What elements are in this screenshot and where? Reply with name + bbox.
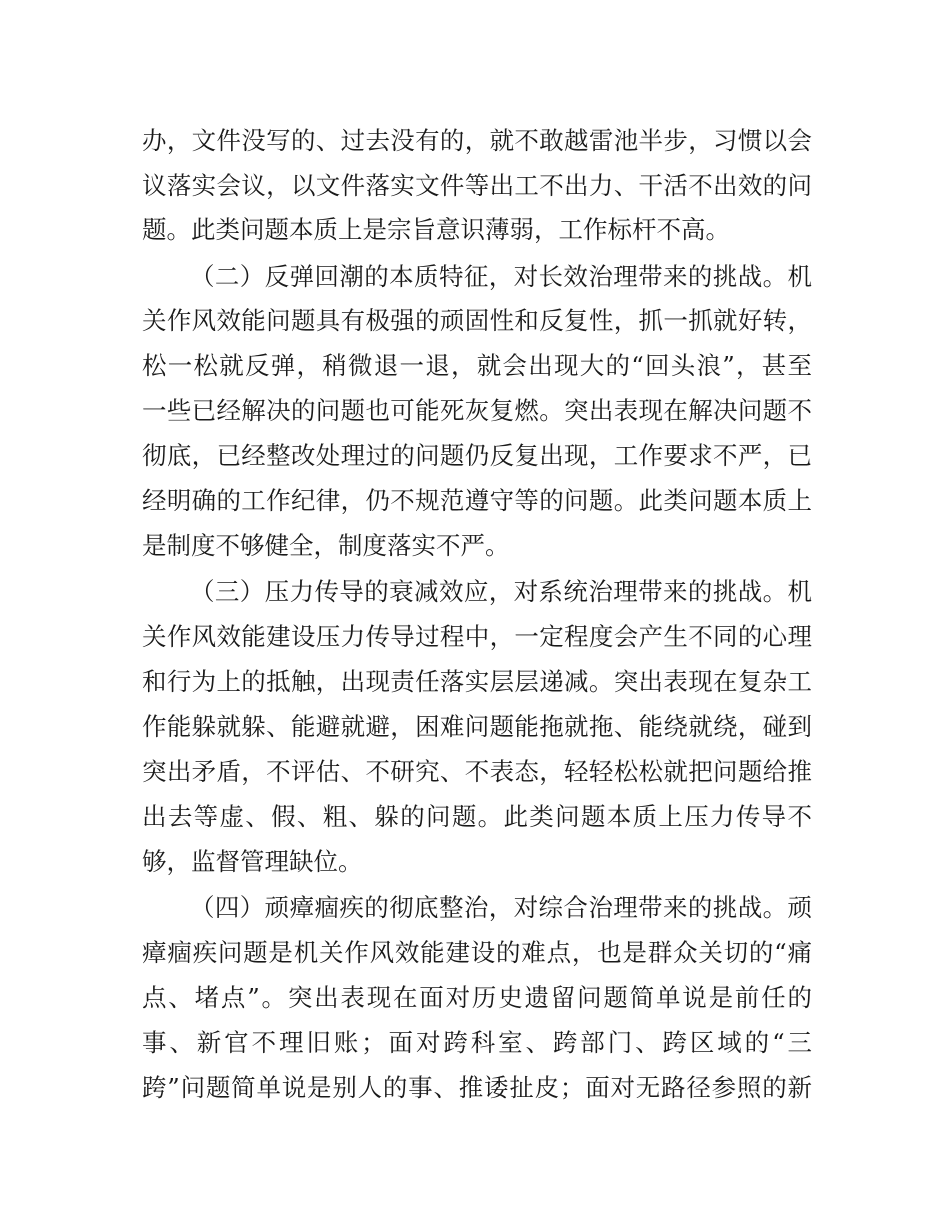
paragraph-2-line-4: 一些已经解决的问题也可能死灰复燃。突出表现在解决问题不 <box>142 396 812 425</box>
paragraph-2-line-7: 是制度不够健全，制度落实不严。 <box>142 531 510 560</box>
paragraph-3-heading-line: （三）压力传导的衰减效应，对系统治理带来的挑战。机 <box>190 577 812 606</box>
paragraph-3-line-3: 和行为上的抵触，出现责任落实层层递减。突出表现在复杂工 <box>142 667 812 696</box>
paragraph-2-line-5: 彻底，已经整改处理过的问题仍反复出现，工作要求不严，已 <box>142 441 812 470</box>
paragraph-2-line-6: 经明确的工作纪律，仍不规范遵守等的问题。此类问题本质上 <box>142 486 812 515</box>
paragraph-3-line-4: 作能躲就躲、能避就避，困难问题能拖就拖、能绕就绕，碰到 <box>142 712 812 741</box>
paragraph-3-line-5: 突出矛盾，不评估、不研究、不表态，轻轻松松就把问题给推 <box>142 757 812 786</box>
paragraph-1-line-2: 议落实会议，以文件落实文件等出工不出力、干活不出效的问 <box>142 171 812 200</box>
paragraph-3-line-2: 关作风效能建设压力传导过程中，一定程度会产生不同的心理 <box>142 622 812 651</box>
paragraph-2-line-3: 松一松就反弹，稍微退一退，就会出现大的“回头浪”，甚至 <box>142 351 812 380</box>
paragraph-2-heading-line: （二）反弹回潮的本质特征，对长效治理带来的挑战。机 <box>190 262 812 291</box>
paragraph-1-line-1: 办，文件没写的、过去没有的，就不敢越雷池半步，习惯以会 <box>142 126 812 155</box>
paragraph-4-line-3: 点、堵点”。突出表现在面对历史遗留问题简单说是前任的 <box>142 983 812 1012</box>
paragraph-4-line-2: 瘴痼疾问题是机关作风效能建设的难点，也是群众关切的“痛 <box>142 938 812 967</box>
paragraph-2-line-2: 关作风效能问题具有极强的顽固性和反复性，抓一抓就好转， <box>142 306 812 335</box>
paragraph-4-heading-line: （四）顽瘴痼疾的彻底整治，对综合治理带来的挑战。顽 <box>190 893 812 922</box>
paragraph-1-line-3: 题。此类问题本质上是宗旨意识薄弱，工作标杆不高。 <box>142 215 730 244</box>
paragraph-3-line-7: 够，监督管理缺位。 <box>142 847 363 876</box>
paragraph-4-line-5: 跨”问题简单说是别人的事、推诿扯皮；面对无路径参照的新 <box>142 1073 812 1102</box>
paragraph-3-line-6: 出去等虚、假、粗、躲的问题。此类问题本质上压力传导不 <box>142 802 812 831</box>
paragraph-4-line-4: 事、新官不理旧账；面对跨科室、跨部门、跨区域的“三 <box>142 1028 812 1057</box>
